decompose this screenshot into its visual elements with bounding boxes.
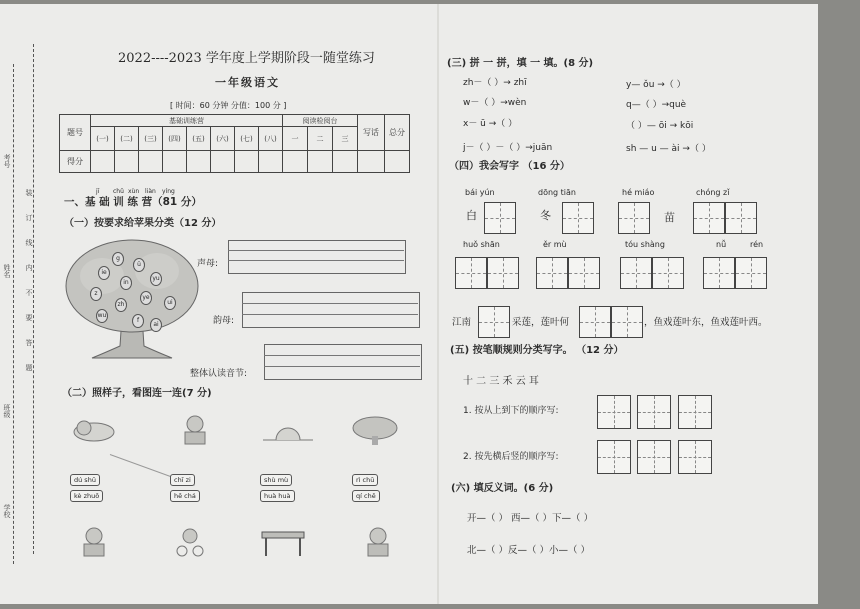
spell-item-8: sh — u — ài →（ ） bbox=[626, 144, 711, 154]
score-cell[interactable] bbox=[235, 151, 259, 173]
sentence-part-c: ，鱼戏莲叶东，鱼戏莲叶西。 bbox=[644, 317, 768, 328]
score-cell[interactable] bbox=[139, 151, 163, 173]
yunmu-answer-box[interactable] bbox=[242, 292, 420, 328]
cyclist-icon bbox=[172, 526, 208, 558]
writing-grid[interactable] bbox=[478, 306, 510, 338]
binding-line-outer bbox=[13, 64, 14, 564]
pinyin-lian: liàn bbox=[145, 188, 156, 195]
drawing-child-icon bbox=[76, 526, 112, 558]
writing-grid[interactable] bbox=[652, 257, 684, 289]
pinyin-huo-shan: huǒ shān bbox=[463, 240, 500, 249]
pinyin-bai-yun: bái yún bbox=[465, 188, 495, 197]
binding-line-inner bbox=[33, 44, 34, 554]
margin-warning-6: 要 bbox=[25, 314, 33, 321]
margin-warning-3: 线 bbox=[25, 239, 33, 246]
section1-title: 一、基 础 训 练 营（81 分） bbox=[64, 196, 202, 208]
score-cell[interactable] bbox=[115, 151, 139, 173]
writing-grid[interactable] bbox=[693, 202, 725, 234]
spell-item-7: j－（ ）－（ ）→juān bbox=[463, 143, 553, 153]
sentence-part-b: 采莲，莲叶何 bbox=[512, 317, 570, 328]
writing-grid[interactable] bbox=[725, 202, 757, 234]
margin-label-kaohao: 考号 bbox=[3, 154, 11, 168]
score-read-2: 二 bbox=[308, 127, 333, 151]
writing-grid[interactable] bbox=[579, 306, 611, 338]
section3-title: (三) 拼 一 拼，填 一 填。(8 分) bbox=[447, 58, 594, 69]
spell-item-4: q—（ ）→què bbox=[626, 100, 687, 110]
apple-letter: ye bbox=[140, 291, 152, 305]
apple-letter: in bbox=[120, 276, 132, 290]
margin-warning-2: 订 bbox=[25, 214, 33, 221]
section4-title: （四）我会写字 （16 分） bbox=[449, 161, 570, 172]
char-dong: 冬 bbox=[540, 209, 551, 222]
pinyin-xun: xùn bbox=[128, 188, 140, 195]
exam-sheet bbox=[0, 4, 818, 604]
margin-warning-7: 答 bbox=[25, 339, 33, 346]
margin-warning-5: 不 bbox=[25, 289, 33, 296]
pinyin-card-ri-chu[interactable]: rì chū bbox=[352, 474, 378, 486]
spell-item-5: x－ ū →（ ） bbox=[463, 119, 518, 129]
score-col-4: (四) bbox=[163, 127, 187, 151]
score-col-7: (七) bbox=[235, 127, 259, 151]
score-col-6: (六) bbox=[211, 127, 235, 151]
antonym-row-1: 开—（ ） 西—（ ）下—（ ） bbox=[467, 513, 594, 524]
section5-title: (五) 按笔顺规则分类写字。 （12 分） bbox=[450, 345, 624, 356]
writing-grid[interactable] bbox=[562, 202, 594, 234]
score-cell[interactable] bbox=[385, 151, 410, 173]
zhengti-answer-box[interactable] bbox=[264, 344, 422, 380]
antonym-row-2: 北—（ ）反—（ ）小—（ ） bbox=[467, 545, 591, 556]
pinyin-card-he-cha[interactable]: hē chá bbox=[170, 490, 200, 502]
child-drinking-icon bbox=[360, 526, 396, 558]
score-cell[interactable] bbox=[91, 151, 115, 173]
apple-letter: f bbox=[132, 314, 144, 328]
pinyin-card-ke-zhuo[interactable]: kè zhuō bbox=[70, 490, 103, 502]
apple-letter: zh bbox=[115, 298, 127, 312]
score-cell[interactable] bbox=[163, 151, 187, 173]
margin-label-xuexiao: 学校 bbox=[3, 504, 11, 518]
score-cell[interactable] bbox=[211, 151, 235, 173]
pinyin-nu: nǚ bbox=[716, 240, 727, 249]
child-with-cup-icon bbox=[175, 414, 215, 446]
spell-item-2: y— ǒu →（ ） bbox=[626, 80, 686, 90]
pinyin-card-chi-zi[interactable]: chī zi bbox=[170, 474, 195, 486]
apple-letter: wu bbox=[96, 309, 108, 323]
writing-line bbox=[264, 355, 420, 356]
stroke-order-chars: 十 二 三 禾 云 耳 bbox=[463, 376, 539, 387]
pinyin-tou-shang: tóu shàng bbox=[625, 240, 665, 249]
apple-letter: z bbox=[90, 287, 102, 301]
writing-line bbox=[242, 303, 418, 304]
stroke-item-2: 2. 按先横后竖的顺序写: bbox=[463, 452, 559, 462]
pinyin-chu: chǔ bbox=[113, 188, 124, 195]
shengmu-answer-box[interactable] bbox=[228, 240, 406, 274]
margin-warning-8: 题 bbox=[25, 364, 33, 371]
writing-grid[interactable] bbox=[597, 395, 631, 429]
score-read-3: 三 bbox=[333, 127, 358, 151]
writing-grid[interactable] bbox=[597, 440, 631, 474]
reading-child-icon bbox=[72, 416, 122, 446]
score-cell[interactable] bbox=[333, 151, 358, 173]
writing-grid[interactable] bbox=[703, 257, 735, 289]
apple-letter: yu bbox=[150, 272, 162, 286]
score-row-defen: 得分 bbox=[60, 151, 91, 173]
score-group-reading: 阅读检阅台 bbox=[283, 115, 358, 127]
pinyin-er-mu: ěr mù bbox=[543, 240, 567, 249]
writing-grid[interactable] bbox=[618, 202, 650, 234]
char-bai: 白 bbox=[466, 209, 477, 222]
exam-subtitle: 一年级语文 bbox=[215, 76, 280, 89]
writing-line bbox=[264, 366, 420, 367]
score-col-2: (二) bbox=[115, 127, 139, 151]
pinyin-card-du-shu[interactable]: dú shū bbox=[70, 474, 100, 486]
apple-letter: ui bbox=[164, 296, 176, 310]
writing-grid[interactable] bbox=[536, 257, 568, 289]
score-group-basic: 基础训练营 bbox=[91, 115, 283, 127]
margin-label-xingming: 姓名 bbox=[3, 264, 11, 278]
margin-warning-4: 内 bbox=[25, 264, 33, 271]
char-miao: 苗 bbox=[664, 211, 675, 224]
yunmu-label: 韵母: bbox=[213, 316, 235, 326]
spell-item-6: （ ）— ōi → kōi bbox=[626, 121, 694, 131]
score-cell[interactable] bbox=[187, 151, 211, 173]
pinyin-ying: yíng bbox=[162, 188, 175, 195]
score-table bbox=[59, 114, 410, 173]
score-col-8: (八) bbox=[259, 127, 283, 151]
writing-grid[interactable] bbox=[678, 395, 712, 429]
score-col-1: (一) bbox=[91, 127, 115, 151]
writing-line bbox=[228, 250, 404, 251]
spell-item-3: w－（ ）→wèn bbox=[463, 98, 527, 108]
writing-grid[interactable] bbox=[455, 257, 487, 289]
pinyin-card-hua-hua[interactable]: huà huà bbox=[260, 490, 295, 502]
apple-letter: g bbox=[112, 252, 124, 266]
margin-label-banji: 班级 bbox=[3, 404, 11, 418]
score-read-1: 一 bbox=[283, 127, 308, 151]
apple-letter: ai bbox=[150, 318, 162, 332]
page-fold bbox=[437, 4, 439, 604]
pinyin-ji: jī bbox=[96, 188, 100, 195]
writing-grid[interactable] bbox=[611, 306, 643, 338]
exam-title: 2022----2023 学年度上学期阶段一随堂练习 bbox=[118, 51, 375, 66]
score-cell[interactable] bbox=[358, 151, 385, 173]
writing-grid[interactable] bbox=[568, 257, 600, 289]
writing-grid[interactable] bbox=[484, 202, 516, 234]
score-cell[interactable] bbox=[259, 151, 283, 173]
section6-title: (六) 填反义词。(6 分) bbox=[451, 483, 554, 494]
sunrise-icon bbox=[258, 418, 318, 446]
pinyin-card-qi-che[interactable]: qí chē bbox=[352, 490, 380, 502]
spell-item-1: zh－（ ）→ zhī bbox=[463, 78, 527, 88]
apple-tree-icon bbox=[62, 236, 202, 362]
margin-warning-1: 装 bbox=[25, 189, 33, 196]
score-col-3: (三) bbox=[139, 127, 163, 151]
score-col-write: 写话 bbox=[358, 115, 385, 151]
desk-icon bbox=[258, 526, 308, 558]
writing-grid[interactable] bbox=[487, 257, 519, 289]
sentence-part-a: 江南 bbox=[452, 317, 472, 328]
writing-grid[interactable] bbox=[735, 257, 767, 289]
score-row-label: 题号 bbox=[60, 115, 91, 151]
pinyin-ren: rén bbox=[750, 240, 764, 249]
apple-letter: ie bbox=[98, 266, 110, 280]
score-col-5: (五) bbox=[187, 127, 211, 151]
writing-grid[interactable] bbox=[637, 440, 671, 474]
pinyin-card-shu-mu[interactable]: shù mù bbox=[260, 474, 292, 486]
pinyin-dong-tian: dōng tiān bbox=[538, 188, 576, 197]
pinyin-chong-zi: chóng zǐ bbox=[696, 188, 730, 197]
score-cell[interactable] bbox=[308, 151, 333, 173]
time-info: [ 时间：60 分钟 分值：100 分 ] bbox=[170, 101, 287, 110]
writing-grid[interactable] bbox=[620, 257, 652, 289]
writing-line bbox=[228, 260, 404, 261]
writing-line bbox=[242, 314, 418, 315]
writing-grid[interactable] bbox=[678, 440, 712, 474]
score-cell[interactable] bbox=[283, 151, 308, 173]
stroke-item-1: 1. 按从上到下的顺序写: bbox=[463, 406, 559, 416]
pinyin-he-miao: hé miáo bbox=[622, 188, 655, 197]
zhengti-label: 整体认读音节: bbox=[190, 369, 248, 379]
score-col-total: 总分 bbox=[385, 115, 410, 151]
shengmu-label: 声母: bbox=[197, 259, 219, 269]
tree-icon bbox=[350, 414, 400, 446]
writing-grid[interactable] bbox=[637, 395, 671, 429]
apple-letter: ü bbox=[133, 258, 145, 272]
q2-title: （二）照样子，看图连一连(7 分) bbox=[62, 388, 212, 399]
q1-title: （一）按要求给苹果分类（12 分） bbox=[64, 218, 222, 229]
